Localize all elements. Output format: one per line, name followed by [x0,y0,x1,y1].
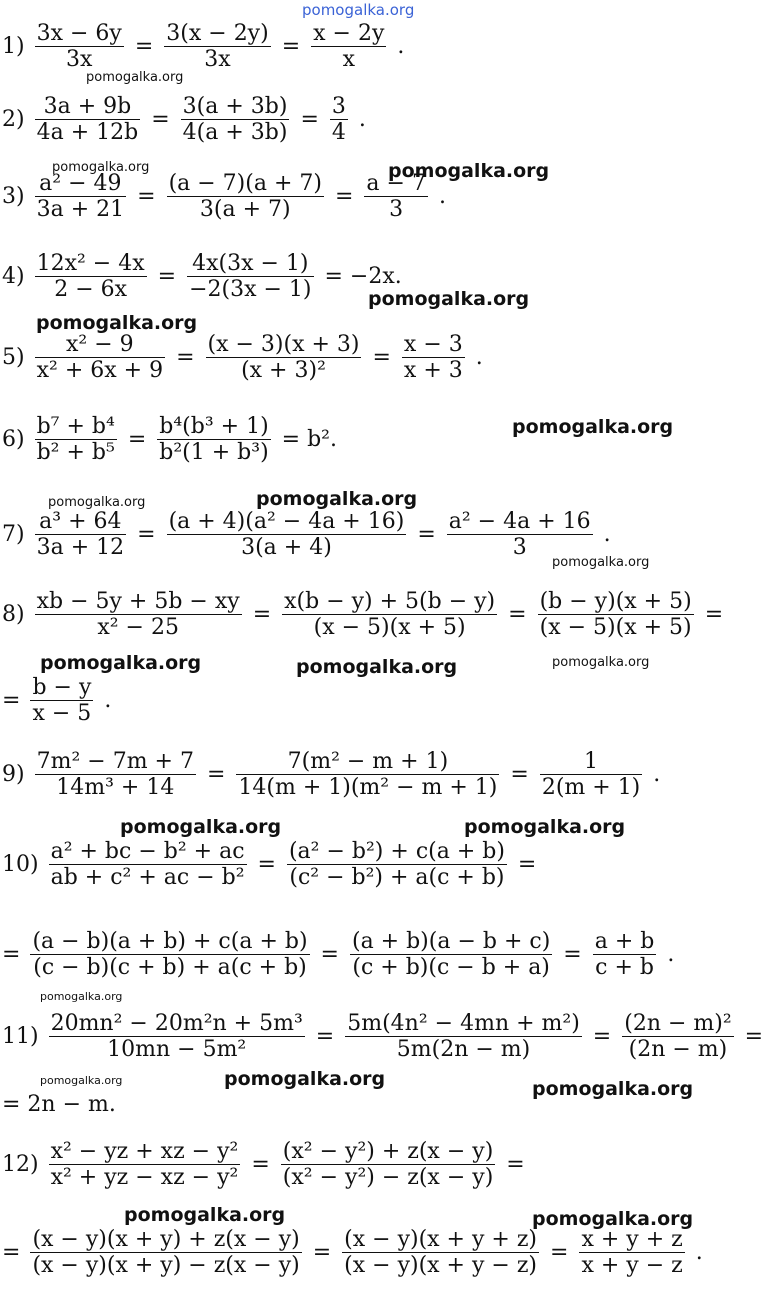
watermark: pomogalka.org [224,1068,386,1090]
denominator: c + b [595,955,654,981]
watermark: pomogalka.org [552,655,650,670]
equation-row [2,172,449,221]
expression-tail: . [397,34,405,60]
equation-row [2,676,114,725]
expression-tail: . [104,688,112,714]
fraction [35,415,117,464]
watermark: pomogalka.org [40,1074,123,1087]
denominator: x² + 6x + 9 [36,358,164,384]
denominator: 14m³ + 14 [56,775,175,801]
problem-label: 9) [2,762,25,788]
numerator: 12x² − 4x [36,251,145,276]
denominator: x [342,47,355,73]
fraction [35,95,141,144]
problem-label: 12) [2,1152,39,1178]
expression-tail: = [744,1024,764,1050]
equals-sign: = [417,522,436,548]
equals-sign: = [281,34,301,60]
watermark: pomogalka.org [52,160,150,175]
equation-row [2,590,726,639]
watermark: pomogalka.org [296,656,458,678]
denominator: 3x [66,47,93,73]
equation-row [2,1092,129,1117]
numerator: (x² − y²) + z(x − y) [282,1139,494,1164]
problem-label: 6) [2,427,25,453]
equals-sign: = [157,264,177,290]
denominator: 3 [512,535,527,561]
fraction [206,333,362,382]
watermark: pomogalka.org [86,70,184,85]
fraction [49,1012,305,1061]
denominator: x² − 25 [97,615,179,641]
fraction [49,840,247,889]
expression-tail: . [358,107,366,133]
fraction [35,252,147,301]
equation-row [2,1140,528,1189]
numerator: x − 2y [313,21,385,46]
fraction [35,22,124,71]
problem-label: = [2,1240,21,1266]
problem-label: 8) [2,602,25,628]
equals-sign: = [315,1024,335,1050]
denominator: (x + 3)² [241,358,326,384]
watermark: pomogalka.org [36,312,198,334]
fraction [287,840,507,889]
denominator: 3a + 21 [36,197,125,223]
watermark: pomogalka.org [40,990,123,1003]
numerator: (a − b)(a + b) + c(a + b) [32,929,308,954]
denominator: (x − y)(x + y − z) [344,1253,538,1279]
equals-sign: = [550,1240,569,1266]
denominator: (x − 5)(x + 5) [313,615,466,641]
numerator: b⁴(b³ + 1) [159,414,269,439]
watermark: pomogalka.org [532,1208,694,1230]
fraction [30,1228,301,1277]
numerator: 3a + 9b [43,94,132,119]
fraction [538,590,694,639]
numerator: 4x(3x − 1) [192,251,309,276]
expression-tail: . [653,762,661,788]
denominator: (x − 5)(x + 5) [539,615,692,641]
expression-tail: = b². [281,427,337,453]
denominator: x + y − z [581,1253,683,1279]
denominator: (c² − b²) + a(c + b) [289,865,505,891]
denominator: 4 [331,120,346,146]
watermark: pomogalka.org [464,816,626,838]
numerator: 7(m² − m + 1) [287,749,449,774]
denominator: (x − y)(x + y) − z(x − y) [32,1253,300,1279]
denominator: −2(3x − 1) [189,277,312,303]
fraction [622,1012,733,1061]
numerator: a² − 49 [39,171,122,196]
numerator: a − 7 [366,171,426,196]
fraction [364,172,428,221]
fraction [311,22,386,71]
fraction [35,172,127,221]
fraction [30,930,309,979]
fraction [236,750,499,799]
equation-row [2,750,663,799]
expression-tail: = −2x. [324,264,402,290]
denominator: ab + c² + ac − b² [50,865,245,891]
numerator: x(b − y) + 5(b − y) [284,589,496,614]
equals-sign: = [127,427,147,453]
equation-row [2,1228,706,1277]
equals-sign: = [134,34,154,60]
equals-sign: = [151,107,170,133]
numerator: b⁷ + b⁴ [36,414,115,439]
equation-row [2,930,677,979]
problem-label: 1) [2,34,25,60]
fraction [164,22,270,71]
denominator: 3(a + 7) [199,197,291,223]
watermark: pomogalka.org [40,652,202,674]
problem-label: 11) [2,1024,39,1050]
numerator: (a + b)(a − b + c) [351,929,551,954]
fraction [187,252,313,301]
fraction [282,590,497,639]
equation-row [2,333,486,382]
equals-sign: = [372,345,391,371]
expression-tail: . [603,522,611,548]
fraction [281,1140,496,1189]
fraction [579,1228,684,1277]
equals-sign: = [257,852,276,878]
denominator: (x² − y²) − z(x − y) [282,1165,494,1191]
numerator: (a − 7)(a + 7) [168,171,322,196]
equation-row [2,415,340,464]
numerator: a² − 4a + 16 [448,509,591,534]
fraction [35,590,242,639]
denominator: 5m(2n − m) [396,1037,531,1063]
numerator: a + b [594,929,655,954]
denominator: 3(a + 4) [241,535,332,561]
problem-label: = [2,942,21,968]
watermark: pomogalka.org [124,1204,286,1226]
fraction [35,333,165,382]
fraction [35,750,196,799]
fraction [342,1228,539,1277]
denominator: 2(m + 1) [541,775,641,801]
equals-sign: = [206,762,226,788]
watermark: pomogalka.org [552,555,650,570]
problem-label: 5) [2,345,25,371]
equals-sign: = [510,762,529,788]
denominator: 3a + 12 [36,535,125,561]
problem-label: 10) [2,852,39,878]
numerator: x² − 9 [66,332,134,357]
equation-row [2,840,539,889]
numerator: (x − y)(x + y + z) [344,1227,538,1252]
fraction [330,95,348,144]
equation-row [2,510,614,559]
denominator: 2 − 6x [54,277,128,303]
watermark: pomogalka.org [256,488,418,510]
numerator: xb − 5y + 5b − xy [36,589,240,614]
denominator: b²(1 + b³) [159,440,269,466]
problem-label: 3) [2,184,25,210]
numerator: 7m² − 7m + 7 [36,749,194,774]
watermark: pomogalka.org [120,816,282,838]
expression-tail: . [667,942,675,968]
watermark: pomogalka.org [532,1078,694,1100]
numerator: x² − yz + xz − y² [50,1139,239,1164]
denominator: 4a + 12b [36,120,139,146]
problem-label: = [2,688,21,714]
watermark: pomogalka.org [388,160,550,182]
numerator: 3x − 6y [36,21,122,46]
equals-sign: = [251,1152,270,1178]
numerator: (a² − b²) + c(a + b) [288,839,505,864]
fraction [181,95,290,144]
denominator: 4(a + 3b) [182,120,288,146]
equals-sign: = [334,184,354,210]
equals-sign: = [320,942,339,968]
numerator: 20mn² − 20m²n + 5m³ [50,1011,303,1036]
denominator: 10mn − 5m² [107,1037,247,1063]
watermark: pomogalka.org [368,288,530,310]
fraction [345,1012,582,1061]
denominator: x − 5 [32,701,92,727]
watermark: pomogalka.org [48,495,146,510]
numerator: (b − y)(x + 5) [539,589,692,614]
expression-tail: . [438,184,446,210]
numerator: 3(a + 3b) [182,94,288,119]
denominator: 3x [204,47,231,73]
watermark-top: pomogalka.org [302,1,415,19]
numerator: 1 [584,749,599,774]
equals-sign: = [508,602,527,628]
expression-tail: . [695,1240,703,1266]
equals-sign: = [592,1024,612,1050]
expression-tail: . [475,345,483,371]
numerator: b − y [32,675,92,700]
numerator: (2n − m)² [624,1011,732,1036]
equals-sign: = [176,345,195,371]
numerator: x − 3 [403,332,463,357]
numerator: (x − y)(x + y) + z(x − y) [32,1227,300,1252]
equals-sign: = [312,1240,332,1266]
fraction [447,510,593,559]
denominator: (c + b)(c − b + a) [352,955,550,981]
numerator: 5m(4n² − 4mn + m²) [347,1011,580,1036]
equals-sign: = [137,522,156,548]
expression-tail: = [517,852,537,878]
fraction [167,172,324,221]
equation-row [2,252,405,301]
watermark: pomogalka.org [512,416,674,438]
fraction [35,510,127,559]
problem-label: 2) [2,107,25,133]
denominator: 3 [389,197,404,223]
numerator: a² + bc − b² + ac [50,839,245,864]
equals-sign: = [137,184,156,210]
numerator: a³ + 64 [39,509,122,534]
equation-row [2,22,407,71]
fraction [30,676,93,725]
fraction [49,1140,241,1189]
problem-label: 7) [2,522,25,548]
numerator: 3 [331,94,346,119]
numerator: (x − 3)(x + 3) [207,332,360,357]
problem-label: = 2n − m. [2,1092,116,1117]
numerator: x + y + z [581,1227,683,1252]
equation-row [2,1012,766,1061]
fraction [402,333,465,382]
denominator: x² + yz − xz − y² [50,1165,239,1191]
fraction [157,415,270,464]
denominator: (c − b)(c + b) + a(c + b) [33,955,307,981]
denominator: 14(m + 1)(m² − m + 1) [238,775,498,801]
fraction [350,930,552,979]
fraction [540,750,642,799]
equation-row [2,95,369,144]
denominator: b² + b⁵ [36,440,115,466]
equals-sign: = [563,942,582,968]
expression-tail: = [506,1152,525,1178]
fraction [167,510,407,559]
denominator: (2n − m) [628,1037,728,1063]
numerator: 3(x − 2y) [166,21,269,46]
equals-sign: = [252,602,272,628]
expression-tail: = [704,602,724,628]
fraction [593,930,657,979]
denominator: x + 3 [403,358,463,384]
numerator: (a + 4)(a² − 4a + 16) [168,509,405,534]
equals-sign: = [300,107,319,133]
problem-label: 4) [2,264,25,290]
